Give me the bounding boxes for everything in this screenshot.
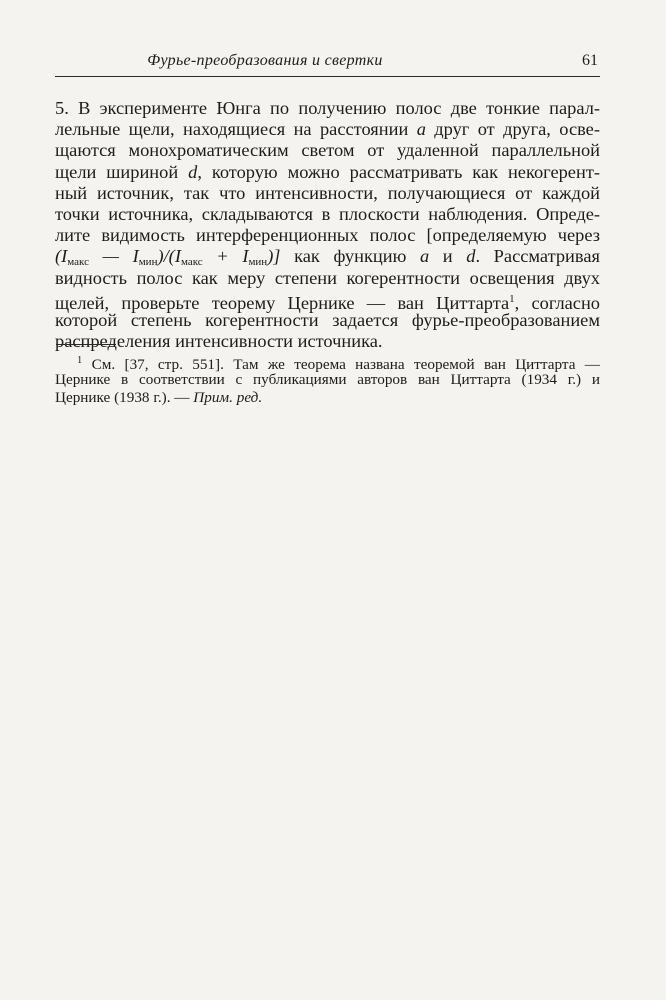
footnote-line-1	[55, 352, 600, 371]
formula-divide: )/(	[157, 246, 175, 267]
variable-d: d	[466, 246, 476, 267]
formula-subscript-min: мин	[138, 256, 158, 269]
formula-subscript-min: мин	[248, 256, 268, 269]
running-title: Фурье-преобразования и свертки	[147, 52, 383, 69]
editor-note: Прим. ред.	[193, 389, 263, 407]
text-fragment: друг от друга, осве-	[434, 119, 600, 140]
text-fragment: щели шириной	[55, 161, 179, 182]
text-line-2	[55, 119, 600, 140]
formula-symbol-I: I	[242, 246, 249, 267]
text-line-10	[55, 289, 600, 313]
footnote	[55, 352, 600, 408]
text-fragment: как функцию	[294, 246, 407, 267]
text-fragment: щелей, проверьте теорему Цернике — ван Циттарта	[55, 292, 510, 313]
footnote-divider	[56, 344, 116, 345]
text-line-8	[55, 246, 600, 267]
formula-close: )]	[267, 246, 281, 267]
text-line-5: ный источник, так что интенсивности, получающиеся от каждой	[55, 182, 600, 203]
formula-symbol-I: I	[174, 246, 181, 267]
formula-subscript-max: макс	[67, 256, 89, 269]
footnote-line-3	[55, 389, 600, 408]
formula-plus: +	[202, 246, 243, 267]
formula-symbol-I: I	[61, 246, 68, 267]
text-line-11: которой степень когерентности задается фурье-преобразованием	[55, 309, 600, 330]
text-fragment: , которую можно рассматривать как некогерент-	[197, 161, 600, 182]
text-line-1: 5. В эксперименте Юнга по получению полос две тонкие парал-	[55, 98, 600, 118]
formula-minus: —	[88, 246, 133, 267]
text-fragment: и	[442, 246, 453, 267]
text-fragment: . Рассматривая	[475, 246, 600, 267]
footnote-mark: 1	[77, 355, 83, 366]
variable-a: a	[419, 246, 430, 267]
text-line-4	[55, 162, 600, 183]
text-line-7: лите видимость интерференционных полос [определяемую через	[55, 225, 600, 246]
page-number: 61	[582, 52, 598, 69]
text-line-3: щаются монохроматическим светом от удаленной параллельной	[55, 140, 600, 161]
visibility-formula	[55, 246, 281, 269]
text-line-12: распределения интенсивности источника.	[55, 331, 383, 352]
text-line-9: видность полос как меру степени когерентности освещения двух	[55, 267, 600, 288]
text-line-6: точки источника, складываются в плоскости наблюдения. Опреде-	[55, 203, 600, 224]
formula-paren: (	[55, 246, 62, 267]
footnote-text: Цернике (1938 г.). —	[55, 389, 190, 407]
exercise-paragraph	[55, 98, 600, 352]
text-fragment: , согласно	[514, 292, 600, 313]
footnote-line-2: Цернике в соответствии с публикациями авторов ван Циттарта (1934 г.) и	[55, 370, 600, 388]
footnote-reference[interactable]: 1	[509, 292, 515, 305]
footnote-text: См. [37, стр. 551]. Там же теорема названа теоремой ван Циттарта —	[91, 356, 600, 373]
text-fragment: лельные щели, находящиеся на расстоянии	[55, 119, 409, 140]
variable-d: d	[188, 161, 198, 182]
formula-symbol-I: I	[132, 246, 139, 267]
running-head	[55, 50, 600, 77]
formula-subscript-max: макс	[180, 256, 203, 269]
variable-a: a	[416, 119, 426, 140]
